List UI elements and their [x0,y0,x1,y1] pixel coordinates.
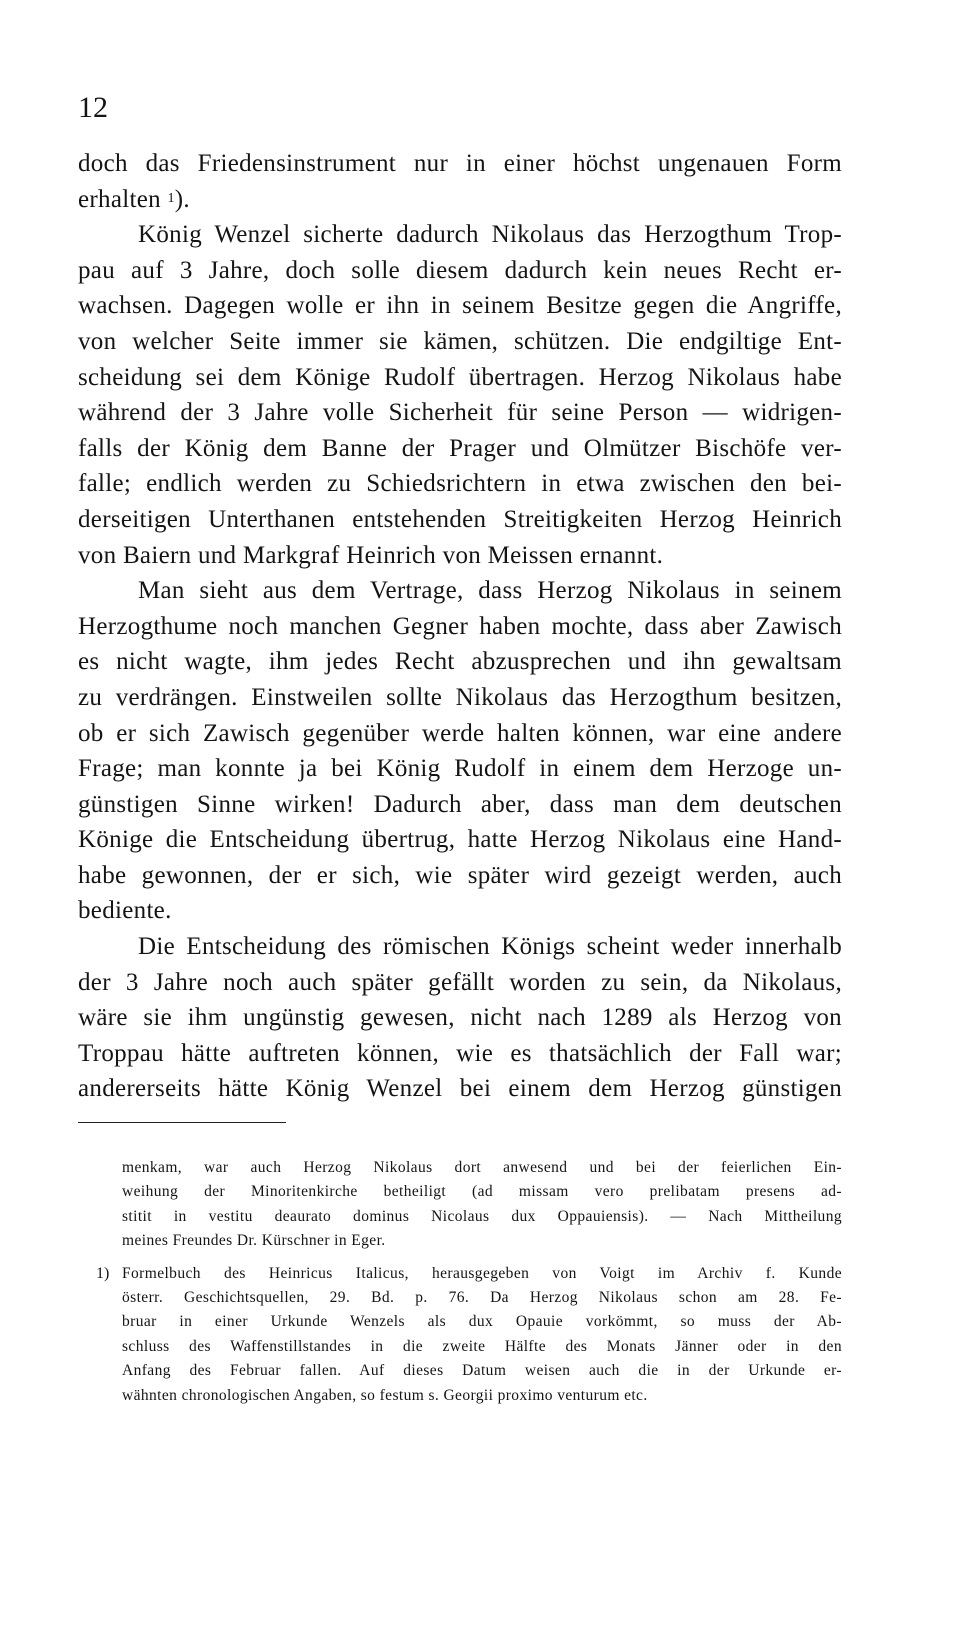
text-line: während der 3 Jahre volle Sicherheit für seine Person — widrigen- [78,399,842,427]
text-line: andererseits hätte König Wenzel bei einem dem Herzog günstigen [78,1075,842,1103]
footnote-line: Anfang des Februar fallen. Auf dieses Datum weisen auch die in der Urkunde er- [122,1362,842,1380]
text-line: habe gewonnen, der er sich, wie später wird gezeigt werden, auch [78,861,842,889]
text-line: Man sieht aus dem Vertrage, dass Herzog Nikolaus in seinem [138,577,842,605]
footnote-line: weihung der Minoritenkirche betheiligt (ad missam vero prelibatam presens ad- [122,1183,842,1201]
footnote-line: wähnten chronologischen Angaben, so festum s. Georgii proximo venturum etc. [122,1386,648,1404]
footnote-line: bruar in einer Urkunde Wenzels als dux Opauie vorkömmt, so muss der Ab- [122,1313,842,1331]
footnote-continued [78,1156,842,1254]
text-line: der 3 Jahre noch auch später gefällt worden zu sein, da Nikolaus, [78,968,842,996]
footnote-divider [78,1122,286,1123]
text-line: Herzogthume noch manchen Gegner haben mochte, dass aber Zawisch [78,612,842,640]
text-line: Könige die Entscheidung übertrug, hatte Herzog Nikolaus eine Hand- [78,826,842,854]
footnote-line: stitit in vestitu deaurato dominus Nicolaus dux Oppauiensis). — Nach Mittheilung [122,1207,842,1225]
text-line: falls der König dem Banne der Prager und Olmützer Bischöfe ver- [78,434,842,462]
footnote-line: meines Freundes Dr. Kürschner in Eger. [122,1232,386,1250]
text-line: falle; endlich werden zu Schiedsrichtern in etwa zwischen den bei- [78,470,842,498]
text-line [78,182,842,218]
footnote-line: schluss des Waffenstillstandes in die zweite Hälfte des Monats Jänner oder in den [122,1337,842,1355]
text-line: Die Entscheidung des römischen Königs scheint weder innerhalb [138,933,842,961]
footnotes [78,1156,842,1416]
text-line: König Wenzel sicherte dadurch Nikolaus das Herzogthum Trop- [138,221,842,249]
text-line: von Baiern und Markgraf Heinrich von Meissen ernannt. [78,541,664,569]
text-line: zu verdrängen. Einstweilen sollte Nikolaus das Herzogthum besitzen, [78,683,842,711]
footnote-marker: 1) [96,1264,110,1282]
text-line: wachsen. Dagegen wolle er ihn in seinem Besitze gegen die Angriffe, [78,292,842,320]
footnote-line: menkam, war auch Herzog Nikolaus dort anwesend und bei der feierlichen Ein- [122,1159,842,1176]
text-line: ob er sich Zawisch gegenüber werde halten können, war eine andere [78,719,842,747]
paragraph [78,929,842,1107]
footnote-line: österr. Geschichtsquellen, 29. Bd. p. 76. Da Herzog Nikolaus schon am 28. Fe- [122,1288,842,1306]
text-line: derseitigen Unterthanen entstehenden Streitigkeiten Herzog Heinrich [78,505,842,533]
text-line: doch das Friedensinstrument nur in einer höchst ungenauen Form [78,150,842,177]
paragraph [78,217,842,573]
text-line: bediente. [78,897,172,925]
text-line: pau auf 3 Jahre, doch solle diesem dadurch kein neues Recht er- [78,256,842,284]
text-fragment: ). [174,185,190,213]
text-line: es nicht wagte, ihm jedes Recht abzusprechen und ihn gewaltsam [78,648,842,676]
footnote-1 [78,1262,842,1408]
text-line: wäre sie ihm ungünstig gewesen, nicht nach 1289 als Herzog von [78,1004,842,1032]
text-fragment: erhalten [78,185,161,213]
footnote-line: Formelbuch des Heinricus Italicus, herausgegeben von Voigt im Archiv f. Kunde [122,1264,842,1282]
footnote-reference: 1 [167,190,175,206]
text-line: günstigen Sinne wirken! Dadurch aber, dass man dem deutschen [78,790,842,818]
text-line: Troppau hätte auftreten können, wie es thatsächlich der Fall war; [78,1039,842,1067]
text-line: von welcher Seite immer sie kämen, schützen. Die endgiltige Ent- [78,327,842,355]
main-text [78,146,842,1107]
paragraph [78,573,842,929]
text-line: Frage; man konnte ja bei König Rudolf in einem dem Herzoge un- [78,755,842,783]
text-line: scheidung sei dem Könige Rudolf übertragen. Herzog Nikolaus habe [78,363,842,391]
paragraph [78,146,842,217]
page-number: 12 [78,91,108,124]
